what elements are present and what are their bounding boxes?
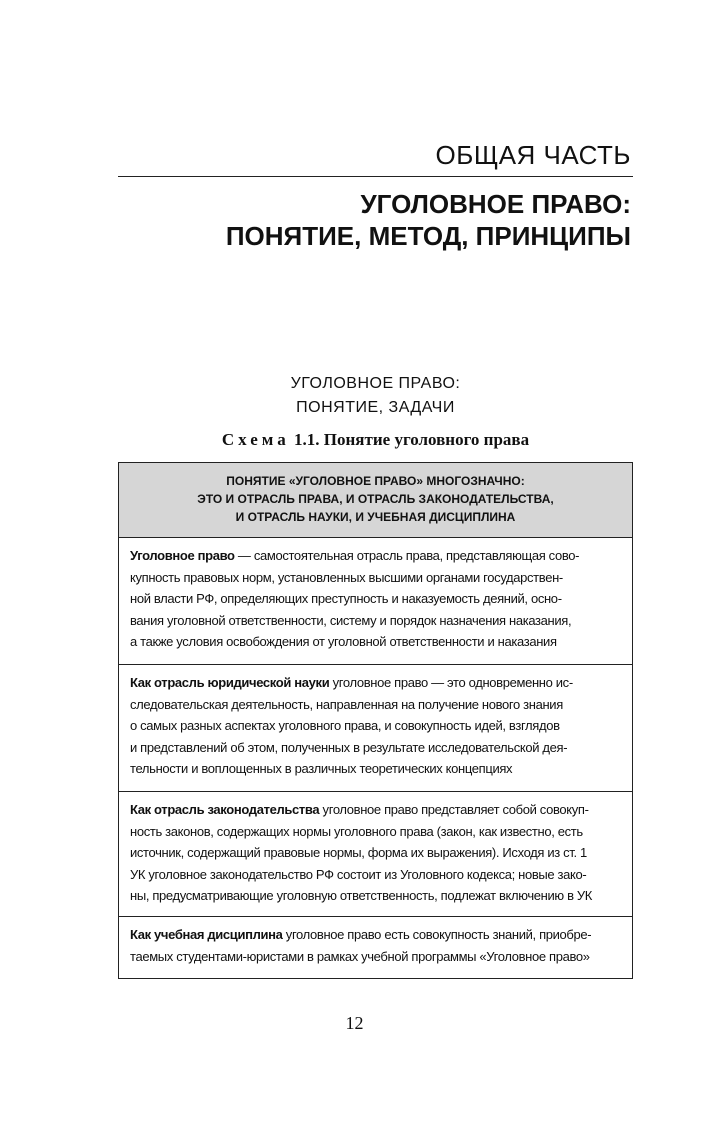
page-number: 12 xyxy=(345,1013,364,1033)
block-lead-term: Как отрасль законодательства xyxy=(130,802,320,817)
block-text: — самостоятельная отрасль права, представляющая сово- xyxy=(234,548,580,563)
block-line xyxy=(130,672,622,694)
block-line xyxy=(130,799,622,821)
block-line: УК уголовное законодательство РФ состоит из Уголовного кодекса; новые зако- xyxy=(130,866,587,882)
part-title: ОБЩАЯ ЧАСТЬ xyxy=(435,140,631,170)
chapter-title-line: УГОЛОВНОЕ ПРАВО: xyxy=(360,189,631,219)
block-line: а также условия освобождения от уголовной ответственности и наказания xyxy=(130,634,557,649)
block-text: уголовное право — это одновременно ис- xyxy=(329,675,573,690)
block-line: и представлений об этом, полученных в результате исследовательской дея- xyxy=(130,739,568,755)
block-line: ны, предусматривающие уголовную ответственность, подлежат включению в УК xyxy=(130,888,593,903)
scheme-block-branch-of-law xyxy=(119,538,632,665)
block-line xyxy=(130,924,622,946)
block-line: ной власти РФ, определяющих преступность и наказуемость деяний, осно- xyxy=(130,591,562,606)
scheme-table xyxy=(118,462,633,979)
block-line: следовательская деятельность, направленная на получение нового знания xyxy=(130,696,563,712)
block-lead-term: Как отрасль юридической науки xyxy=(130,675,330,690)
scheme-header-line: ПОНЯТИЕ «УГОЛОВНОЕ ПРАВО» МНОГОЗНАЧНО: xyxy=(226,474,525,488)
block-line: источник, содержащий правовые нормы, форма их выражения). Исходя из ст. 1 xyxy=(130,845,587,860)
block-text: уголовное право представляет собой совокуп- xyxy=(319,802,589,817)
scheme-caption xyxy=(118,430,633,450)
scheme-header-line: ЭТО И ОТРАСЛЬ ПРАВА, И ОТРАСЛЬ ЗАКОНОДАТЕЛЬСТВА, xyxy=(197,492,554,506)
section-title-line: УГОЛОВНОЕ ПРАВО: xyxy=(290,375,461,392)
block-line: купность правовых норм, установленных высшими органами государствен- xyxy=(130,569,563,585)
block-line: вания уголовной ответственности, систему и порядок назначения наказания, xyxy=(130,612,572,628)
scheme-header xyxy=(119,463,632,538)
block-line: тельности и воплощенных в различных теоретических концепциях xyxy=(130,761,513,776)
scheme-caption-text: 1.1. Понятие уголовного права xyxy=(294,430,530,449)
scheme-header-line: И ОТРАСЛЬ НАУКИ, И УЧЕБНАЯ ДИСЦИПЛИНА xyxy=(235,510,516,524)
section-title xyxy=(118,372,633,420)
chapter-title-line: ПОНЯТИЕ, МЕТОД, ПРИНЦИПЫ xyxy=(225,221,631,251)
scheme-block-legal-science xyxy=(119,665,632,792)
block-line: ность законов, содержащих нормы уголовного права (закон, как известно, есть xyxy=(130,823,583,839)
section-title-line: ПОНЯТИЕ, ЗАДАЧИ xyxy=(296,399,455,416)
block-line: таемых студентами-юристами в рамках учебной программы «Уголовное право» xyxy=(130,948,590,964)
scheme-caption-label: Схема xyxy=(221,430,290,449)
block-lead-term: Как учебная дисциплина xyxy=(130,927,283,942)
block-text: уголовное право есть совокупность знаний, приобре- xyxy=(282,927,592,942)
chapter-title xyxy=(226,188,631,252)
title-divider xyxy=(118,176,633,177)
scheme-block-legislation xyxy=(119,792,632,917)
block-line: о самых разных аспектах уголовного права, и совокупность идей, взглядов xyxy=(130,718,560,733)
block-lead-term: Уголовное право xyxy=(130,548,235,563)
block-line xyxy=(130,545,622,567)
scheme-block-academic-discipline xyxy=(119,917,632,978)
